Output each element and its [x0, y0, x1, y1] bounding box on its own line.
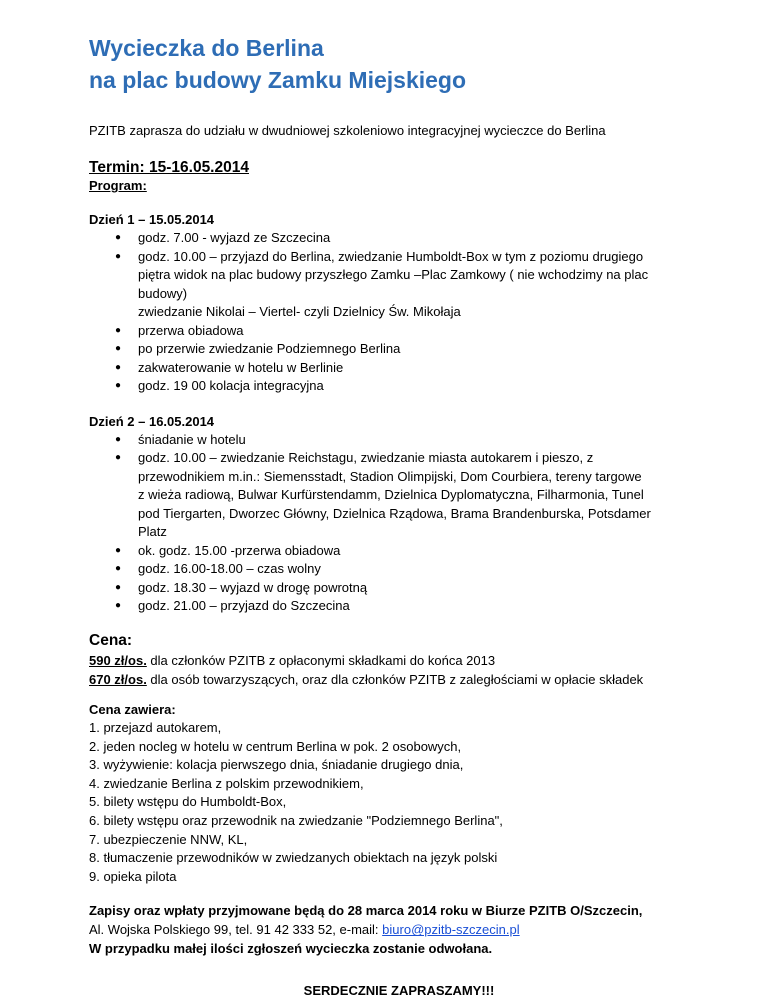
price-amount: 590 zł/os. — [89, 652, 147, 668]
day2-heading: Dzień 2 – 16.05.2014 — [89, 413, 215, 429]
program-item-text: piętra widok na plac budowy przyszłego Zamku –Plac Zamkowy ( nie wchodzimy na plac — [138, 267, 649, 282]
program-item-text: godz. 10.00 – przyjazd do Berlina, zwiedzanie Humboldt-Box w tym z poziomu drugiego — [138, 248, 644, 264]
program-item-text: pod Tiergarten, Dworzec Główny, Dzielnica Rządowa, Brama Brandenburska, Potsdamer — [138, 505, 651, 521]
program-item-text: Platz — [138, 524, 167, 539]
program-item — [89, 229, 709, 248]
program-label: Program: — [89, 178, 147, 193]
price-description: dla członków PZITB z opłaconymi składkami do końca 2013 — [146, 652, 496, 668]
document-page — [89, 32, 709, 998]
zapisy-line-1: Zapisy oraz wpłaty przyjmowane będą do 28 marca 2014 roku w Biurze PZITB O/Szczecin, — [89, 903, 643, 919]
title-line-2: na plac budowy Zamku Miejskiego — [89, 67, 467, 93]
zapisy-contact-line — [89, 920, 709, 939]
program-item — [89, 359, 709, 378]
program-item-text: przewodnikiem m.in.: Siemensstadt, Stadion Olimpijski, Dom Courbiera, tereny targowe — [138, 468, 642, 484]
document-title — [89, 32, 709, 96]
program-item-text: godz. 7.00 - wyjazd ze Szczecina — [138, 230, 331, 245]
included-item: 3. wyżywienie: kolacja pierwszego dnia, śniadanie drugiego dnia, — [89, 757, 464, 773]
program-item-text: po przerwie zwiedzanie Podziemnego Berlina — [138, 341, 401, 356]
price-line — [89, 670, 709, 689]
included-item: 9. opieka pilota — [89, 868, 177, 884]
program-item-text: przerwa obiadowa — [138, 322, 244, 338]
bullet-icon: ● — [115, 433, 122, 445]
zapisy-section — [89, 901, 709, 958]
bullet-icon: ● — [115, 380, 122, 391]
program-item-text: ok. godz. 15.00 -przerwa obiadowa — [138, 542, 341, 558]
included-item: 1. przejazd autokarem, — [89, 720, 222, 735]
bullet-icon: ● — [115, 544, 122, 556]
program-item-text: z wieża radiową, Bulwar Kurfürstendamm, Dzielnica Dyplomatyczna, Filharmonia, Tunel — [138, 487, 644, 502]
program-item — [89, 597, 709, 616]
bullet-icon: ● — [115, 232, 122, 243]
price-amount: 670 zł/os. — [89, 671, 147, 687]
included-item: 5. bilety wstępu do Humboldt-Box, — [89, 794, 287, 810]
program-item-text: godz. 19 00 kolacja integracyjna — [138, 378, 324, 393]
email-link[interactable]: biuro@pzitb-szczecin.pl — [382, 922, 520, 938]
program-item-text: godz. 18.30 – wyjazd w drogę powrotną — [138, 579, 368, 595]
zapisy-line-3: W przypadku małej ilości zgłoszeń wycieczka zostanie odwołana. — [89, 941, 493, 957]
day2-list — [89, 431, 709, 616]
program-item — [89, 340, 709, 359]
bullet-icon: ● — [115, 581, 122, 593]
included-item: 7. ubezpieczenie NNW, KL, — [89, 831, 248, 847]
contact-text: Al. Wojska Polskiego 99, tel. 91 42 333 52, e-mail: — [89, 922, 383, 938]
program-item — [89, 449, 709, 542]
program-item-text: śniadanie w hotelu — [138, 431, 246, 447]
program-item — [89, 248, 709, 322]
cena-zawiera-list — [89, 719, 709, 886]
day1-list — [89, 229, 709, 396]
bullet-icon: ● — [115, 600, 122, 611]
bullet-icon: ● — [115, 563, 122, 574]
cena-heading: Cena: — [89, 631, 133, 649]
included-item: 8. tłumaczenie przewodników w zwiedzanych obiektach na język polski — [89, 850, 498, 866]
included-item: 2. jeden nocleg w hotelu w centrum Berlina w pok. 2 osobowych, — [89, 738, 462, 754]
program-item-text: godz. 16.00-18.00 – czas wolny — [138, 561, 321, 576]
program-item-text: zwiedzanie Nikolai – Viertel- czyli Dzielnicy Św. Mikołaja — [138, 304, 461, 319]
price-line — [89, 651, 709, 670]
program-item-text: godz. 21.00 – przyjazd do Szczecina — [138, 598, 350, 613]
bullet-icon: ● — [115, 343, 122, 354]
intro-text: PZITB zaprasza do udziału w dwudniowej szkoleniowo integracyjnej wycieczce do Berlina — [89, 123, 606, 138]
day1-heading: Dzień 1 – 15.05.2014 — [89, 212, 215, 227]
bullet-icon: ● — [115, 250, 122, 262]
closing-text: SERDECZNIE ZAPRASZAMY!!! — [303, 983, 495, 998]
title-line-1: Wycieczka do Berlina — [89, 35, 324, 61]
bullet-icon: ● — [115, 452, 122, 463]
bullet-icon: ● — [115, 324, 122, 336]
program-item — [89, 560, 709, 579]
program-item — [89, 322, 709, 341]
program-item-text: godz. 10.00 – zwiedzanie Reichstagu, zwiedzanie miasta autokarem i pieszo, z — [138, 450, 594, 465]
included-item: 4. zwiedzanie Berlina z polskim przewodnikiem, — [89, 775, 364, 791]
program-item — [89, 431, 709, 450]
program-item — [89, 542, 709, 561]
termin-heading: Termin: 15-16.05.2014 — [89, 159, 249, 176]
program-item — [89, 377, 709, 396]
included-item: 6. bilety wstępu oraz przewodnik na zwiedzanie "Podziemnego Berlina", — [89, 812, 503, 828]
program-item-text: zakwaterowanie w hotelu w Berlinie — [138, 359, 344, 375]
cena-zawiera-heading: Cena zawiera: — [89, 701, 176, 717]
bullet-icon: ● — [115, 361, 122, 373]
program-item-text: budowy) — [138, 285, 188, 301]
program-item — [89, 579, 709, 598]
price-description: dla osób towarzyszących, oraz dla członków PZITB z zaległościami w opłacie składek — [146, 671, 644, 687]
